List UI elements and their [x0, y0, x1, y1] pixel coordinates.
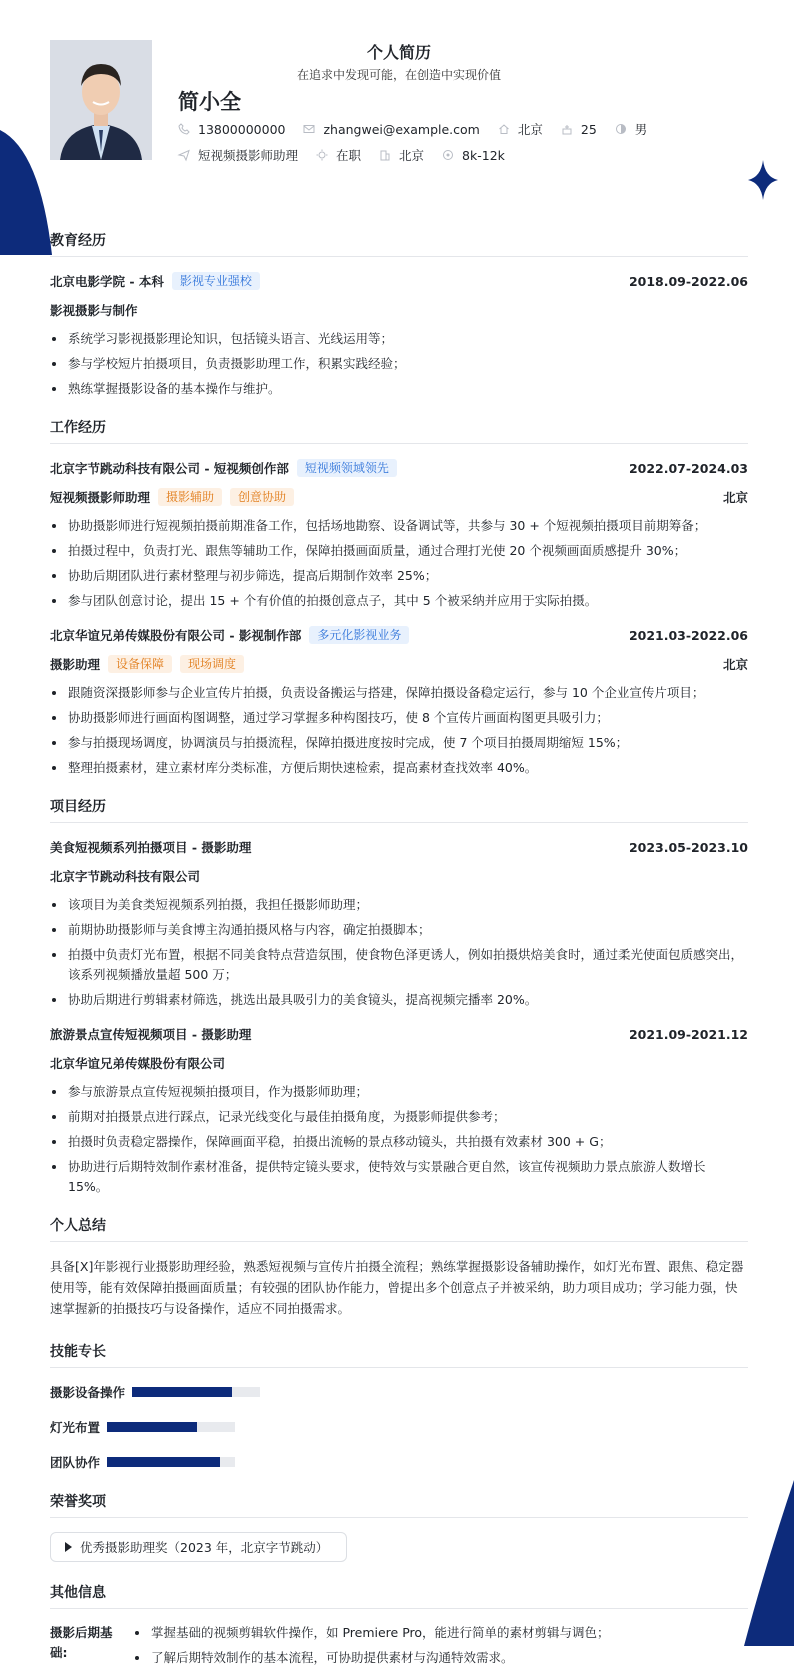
education-head: [50, 271, 748, 291]
skill-name: 摄影设备操作: [50, 1385, 126, 1400]
section-title: 技能专长: [50, 1341, 748, 1368]
project-org: 北京字节跳动科技有限公司: [50, 869, 201, 884]
role-tag: 创意协助: [230, 488, 294, 506]
candidate-name: 简小全: [178, 90, 241, 114]
skills-list: [50, 1382, 748, 1487]
education-sub: [50, 300, 748, 320]
company-name: 北京华谊兄弟传媒股份有限公司 - 影视制作部: [50, 628, 302, 643]
award-text: 优秀摄影助理奖（2023 年，北京字节跳动）: [80, 1540, 329, 1555]
company-name: 北京字节跳动科技有限公司 - 短视频创作部: [50, 461, 289, 476]
other-list: [125, 1623, 610, 1673]
project-period: 2021.09-2021.12: [628, 1026, 748, 1042]
email-text: zhangwei@example.com: [323, 121, 480, 137]
phone-icon: [178, 123, 190, 135]
summary-text: 具备[X]年影视行业摄影助理经验，熟悉短视频与宣传片拍摄全流程；熟练掌握摄影设备辅助操作，如灯光布置、跟焦、稳定器使用等，能有效保障拍摄画面质量；有较强的团队协作能力，曾提出多个创意点子并被采纳，助力项目成功；学习能力强，快速掌握新的拍摄技巧与设备操作，适应不同拍摄需求。: [50, 1259, 744, 1316]
role-name: 摄影助理: [50, 657, 101, 672]
salary-info: [442, 148, 505, 163]
work-list: [50, 683, 748, 778]
section-title: 个人总结: [50, 1215, 748, 1242]
gender-text: 男: [634, 122, 648, 137]
list-item: 协助摄影师进行画面构图调整，通过学习掌握多种构图技巧，使 8 个宣传片画面构图更具吸引力；: [50, 708, 748, 728]
company-tag: 多元化影视业务: [309, 626, 409, 644]
work-city: 北京: [722, 657, 748, 672]
skill-item: [50, 1382, 404, 1402]
target-city-info: [379, 146, 424, 164]
mail-icon: [303, 123, 315, 135]
list-item: 参与拍摄现场调度，协调演员与拍摄流程，保障拍摄进度按时完成，使 7 个项目拍摄周期缩短 15%；: [50, 733, 748, 753]
list-item: 该项目为美食类短视频系列拍摄，我担任摄影师助理；: [50, 895, 748, 915]
list-item: 熟练掌握摄影设备的基本操作与维护。: [50, 379, 748, 399]
gender-info: [615, 120, 648, 138]
work-sub: [50, 654, 748, 674]
list-item: 掌握基础的视频剪辑软件操作，如 Premiere Pro，能进行简单的素材剪辑与调色；: [125, 1623, 610, 1643]
section-title: 教育经历: [50, 230, 748, 257]
work-city: 北京: [722, 490, 748, 505]
work-entry: [50, 458, 748, 611]
school-name: 北京电影学院 - 本科: [50, 274, 164, 289]
project-name: 旅游景点宣传短视频项目 - 摄影助理: [50, 1027, 252, 1042]
education-section: [50, 230, 748, 399]
work-head: [50, 458, 748, 478]
skill-name: 灯光布置: [50, 1420, 101, 1435]
list-item: 了解后期特效制作的基本流程，可协助提供素材与沟通特效需求。: [125, 1648, 610, 1668]
project-sub: [50, 1053, 748, 1073]
gender-icon: [615, 123, 627, 135]
role-name: 短视频摄影师助理: [50, 490, 151, 505]
work-sub: [50, 487, 748, 507]
award-item[interactable]: [50, 1532, 347, 1562]
project-entry: [50, 837, 748, 1010]
project-head: [50, 1024, 748, 1044]
project-sub: [50, 866, 748, 886]
honors-section: [50, 1491, 748, 1562]
list-item: 协助后期团队进行素材整理与初步筛选，提高后期制作效率 25%；: [50, 566, 748, 586]
skill-item: [50, 1452, 404, 1472]
other-section: [50, 1582, 748, 1673]
skill-bar: [132, 1387, 260, 1397]
email-info: [303, 122, 479, 137]
skill-name: 团队协作: [50, 1455, 101, 1470]
skills-section: [50, 1341, 748, 1487]
school-tag: 影视专业强校: [172, 272, 260, 290]
list-item: 跟随资深摄影师参与企业宣传片拍摄，负责设备搬运与搭建，保障拍摄设备稳定运行，参与 10 个企业宣传片项目；: [50, 683, 748, 703]
age-info: [561, 122, 597, 137]
list-item: 系统学习影视摄影理论知识，包括镜头语言、光线运用等；: [50, 329, 748, 349]
list-item: 拍摄过程中，负责打光、跟焦等辅助工作，保障拍摄画面质量，通过合理打光使 20 个视频画面质感提升 30%；: [50, 541, 748, 561]
education-entry: [50, 271, 748, 399]
work-period: 2021.03-2022.06: [628, 627, 748, 643]
education-period: 2018.09-2022.06: [628, 273, 748, 289]
section-title: 其他信息: [50, 1582, 748, 1609]
skill-bar: [107, 1457, 235, 1467]
skill-item: [50, 1417, 404, 1437]
salary-icon: [442, 149, 454, 161]
project-head: [50, 837, 748, 857]
summary-section: [50, 1215, 748, 1319]
list-item: 协助进行后期特效制作素材准备，提供特定镜头要求，使特效与实景融合更自然，该宣传视频助力景点旅游人数增长 15%。: [50, 1157, 748, 1197]
list-item: 前期协助摄影师与美食博主沟通拍摄风格与内容，确定拍摄脚本；: [50, 920, 748, 940]
salary-text: 8k-12k: [462, 147, 505, 163]
contact-row: [178, 120, 665, 138]
location-info: [498, 120, 543, 138]
work-head: [50, 625, 748, 645]
role-tag: 现场调度: [180, 655, 244, 673]
list-item: 参与学校短片拍摄项目，负责摄影助理工作，积累实践经验；: [50, 354, 748, 374]
role-tag: 设备保障: [108, 655, 172, 673]
target-city-text: 北京: [399, 148, 425, 163]
skill-bar: [107, 1422, 235, 1432]
section-title: 工作经历: [50, 417, 748, 444]
status-info: [316, 146, 361, 164]
project-list: [50, 1082, 748, 1197]
list-item: 参与旅游景点宣传短视频拍摄项目，作为摄影师助理；: [50, 1082, 748, 1102]
skill-bar-fill: [132, 1387, 232, 1397]
skill-bar-fill: [107, 1457, 220, 1467]
work-entry: [50, 625, 748, 778]
age-icon: [561, 123, 573, 135]
location-text: 北京: [517, 122, 543, 137]
skill-bar-fill: [107, 1422, 197, 1432]
project-entry: [50, 1024, 748, 1197]
document-subtitle: 在追求中发现可能，在创造中实现价值: [296, 68, 501, 82]
other-row: [50, 1623, 748, 1673]
position-text: 短视频摄影师助理: [198, 148, 299, 163]
status-text: 在职: [336, 148, 362, 163]
company-tag: 短视频领域领先: [297, 459, 397, 477]
work-list: [50, 516, 748, 611]
list-item: 整理拍摄素材，建立素材库分类标准，方便后期快速检索，提高素材查找效率 40%。: [50, 758, 748, 778]
list-item: 参与团队创意讨论，提出 15 + 个有价值的拍摄创意点子，其中 5 个被采纳并应用于实际拍摄。: [50, 591, 748, 611]
list-item: 前期对拍摄景点进行踩点，记录光线变化与最佳拍摄角度，为摄影师提供参考；: [50, 1107, 748, 1127]
role-tag: 摄影辅助: [158, 488, 222, 506]
work-section: [50, 417, 748, 778]
age-text: 25: [580, 121, 597, 137]
document-title: 个人简历: [366, 43, 431, 62]
project-org: 北京华谊兄弟传媒股份有限公司: [50, 1056, 226, 1071]
phone-text: 13800000000: [198, 121, 286, 137]
education-list: [50, 329, 748, 399]
other-label: 摄影后期基础:: [50, 1625, 113, 1660]
project-section: [50, 796, 748, 1197]
major-name: 影视摄影与制作: [50, 303, 138, 318]
work-period: 2022.07-2024.03: [628, 460, 748, 476]
home-icon: [498, 123, 510, 135]
list-item: 协助后期进行剪辑素材筛选，挑选出最具吸引力的美食镜头，提高视频完播率 20%。: [50, 990, 748, 1010]
resume-header: [50, 40, 748, 192]
list-item: 协助摄影师进行短视频拍摄前期准备工作，包括场地勘察、设备调试等，共参与 30 + 个短视频拍摄项目前期筹备；: [50, 516, 748, 536]
send-icon: [178, 149, 190, 161]
position-info: [178, 146, 298, 164]
building-icon: [379, 149, 391, 161]
status-icon: [316, 149, 328, 161]
project-period: 2023.05-2023.10: [628, 839, 748, 855]
list-item: 拍摄中负责灯光布置，根据不同美食特点营造氛围，使食物色泽更诱人，例如拍摄烘焙美食时，通过柔光使面包质感突出，该系列视频播放量超 500 万；: [50, 945, 748, 985]
section-title: 荣誉奖项: [50, 1491, 748, 1518]
phone-info: [178, 122, 285, 137]
list-item: 拍摄时负责稳定器操作，保障画面平稳，拍摄出流畅的景点移动镜头，共拍摄有效素材 300 + G；: [50, 1132, 748, 1152]
section-title: 项目经历: [50, 796, 748, 823]
caret-right-icon: [65, 1542, 72, 1552]
job-intent-row: [178, 146, 523, 164]
project-name: 美食短视频系列拍摄项目 - 摄影助理: [50, 840, 252, 855]
project-list: [50, 895, 748, 1010]
